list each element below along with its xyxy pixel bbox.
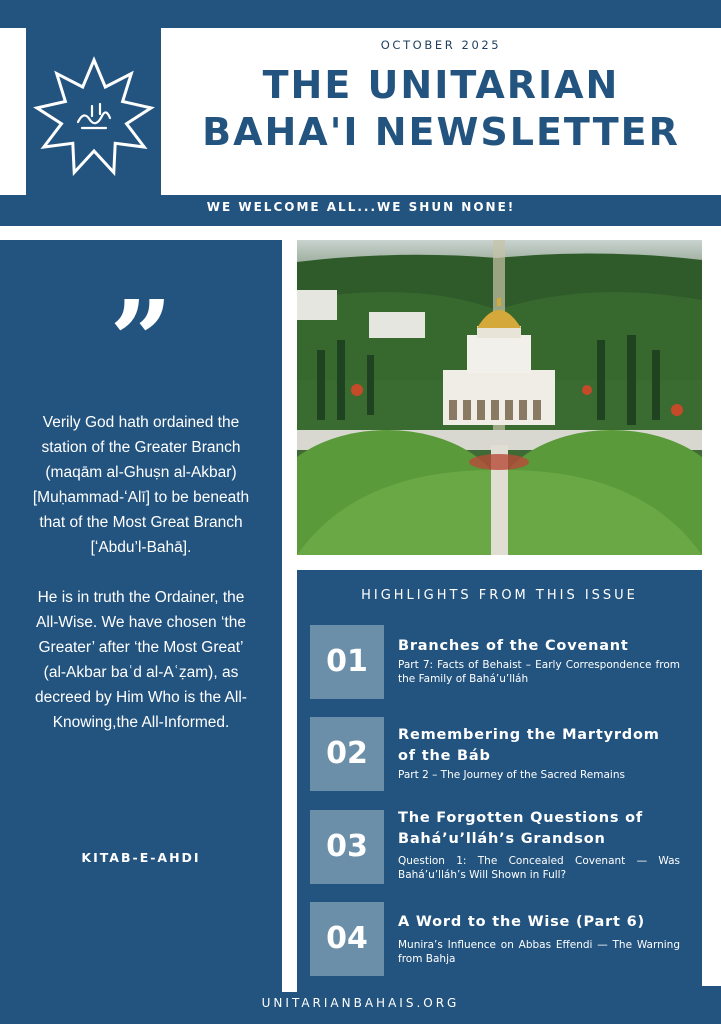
quote-paragraph-1: Verily God hath ordained the station of the Greater Branch (maqām al-Ghuṣn al-Akbar) [Muḥammad-ʻAlī] to be beneath that of the Most Great Branch [ʻAbdu’l-Bahā]. [32,414,250,556]
shrine-photo [297,240,702,555]
title-line-1: THE UNITARIAN [262,63,620,107]
highlight-subtitle: Part 7: Facts of Behaist – Early Correspondence from the Family of Bahá’u’lláh [398,659,680,685]
quote-source: KITAB-E-AHDI [81,850,201,865]
logo-box [26,28,161,220]
highlight-heading: Branches of the Covenant [398,638,629,654]
highlight-heading: Remembering the Martyrdom of the Báb [398,727,660,764]
top-band [0,0,721,28]
quote-paragraph-2: He is in truth the Ordainer, the All-Wise. We have chosen ‘the Greater’ after ‘the Most Great’ (al-Akbar baʿd al-Aʿẓam), as decreed by Him Who is the All-Knowing,the All-Informed. [35,589,247,731]
highlight-number: 02 [310,717,384,791]
newsletter-title [161,62,721,156]
highlight-heading: The Forgotten Questions of Bahá’u’lláh’s Grandson [398,810,643,847]
title-line-2: BAHA'I NEWSLETTER [202,110,680,154]
nine-pointed-star-icon [32,56,156,180]
footer-left-edge [0,986,26,994]
tagline: WE WELCOME ALL...WE SHUN NONE! [206,200,516,214]
highlight-heading: A Word to the Wise (Part 6) [398,914,645,930]
issue-date: OCTOBER 2025 [380,38,502,52]
highlight-subtitle: Part 2 – The Journey of the Sacred Remains [398,769,625,781]
footer-right-edge [695,986,721,994]
quote-text [30,410,252,760]
quote-mark: ” [109,276,173,405]
highlight-number: 03 [310,810,384,884]
header-left-strip [0,28,26,195]
highlights-title: HIGHLIGHTS FROM THIS ISSUE [361,588,638,603]
highlight-subtitle: Munira’s Influence on Abbas Effendi — The Warning from Bahja [398,939,680,965]
highlight-number: 01 [310,625,384,699]
highlight-subtitle: Question 1: The Concealed Covenant — Was Bahá’u’lláh’s Will Shown in Full? [398,855,680,881]
footer-website-link[interactable]: UNITARIANBAHAIS.ORG [261,996,460,1010]
shrine-illustration [297,240,702,555]
highlight-number: 04 [310,902,384,976]
